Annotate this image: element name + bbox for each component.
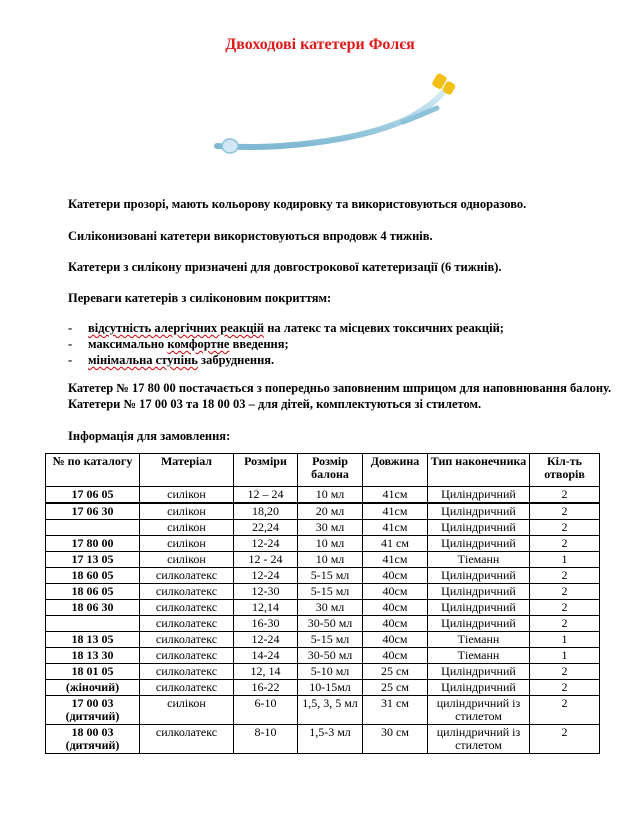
cell-material: силікон (140, 520, 234, 536)
table-row (46, 552, 600, 568)
cell-catalog (46, 616, 140, 632)
cell-holes: 1 (530, 552, 600, 568)
cell-material: силікон (140, 536, 234, 552)
cell-catalog: 17 00 03 (дитячий) (46, 696, 140, 725)
paragraph-transparent: Катетери прозорі, мають кольорову кодировку та використовуються одноразово. (68, 197, 527, 211)
paragraph-siliconized: Силіконизовані катетери використовуються впродовж 4 тижнів. (68, 229, 433, 243)
table-row (46, 696, 600, 725)
cell-length: 25 см (363, 664, 428, 680)
cell-catalog (46, 520, 140, 536)
cell-material: силколатекс (140, 680, 234, 696)
page-title: Двоходові катетери Фолєя (225, 36, 415, 53)
cell-holes: 2 (530, 616, 600, 632)
cell-balloon: 5-15 мл (298, 632, 363, 648)
header-catalog: № по каталогу (46, 454, 140, 487)
cell-tip-type: Циліндричний (428, 520, 530, 536)
cell-holes: 2 (530, 725, 600, 754)
paragraph-catheter-note: Катетер № 17 80 00 постачається з попередньо заповненим шприцом для наповнювання балону. Катетери № 17 00 03 та 18 00 03 – для дітей, комплектуються зі стилетом. (68, 381, 612, 411)
cell-tip-type: Циліндричний (428, 600, 530, 616)
cell-holes: 1 (530, 648, 600, 664)
table-row (46, 503, 600, 520)
cell-material: силікон (140, 696, 234, 725)
cell-material: силколатекс (140, 568, 234, 584)
list-item: - максимально комфортне введення; (68, 337, 289, 351)
cell-material: силікон (140, 487, 234, 504)
cell-holes: 2 (530, 600, 600, 616)
cell-holes: 2 (530, 520, 600, 536)
cell-tip-type: Циліндричний (428, 536, 530, 552)
table-row (46, 487, 600, 504)
cell-holes: 2 (530, 536, 600, 552)
list-item: - відсутність алергічних реакцій на латекс та місцевих токсичних реакцій; (68, 321, 504, 335)
cell-sizes: 8-10 (234, 725, 298, 754)
cell-length: 40см (363, 584, 428, 600)
header-tip-type: Тип наконечника (428, 454, 530, 487)
cell-catalog: 18 00 03 (дитячий) (46, 725, 140, 754)
cell-length: 41см (363, 503, 428, 520)
cell-tip-type: Тіеманн (428, 632, 530, 648)
table-row (46, 600, 600, 616)
cell-tip-type: Циліндричний (428, 680, 530, 696)
cell-material: силколатекс (140, 584, 234, 600)
header-length: Довжина (363, 454, 428, 487)
cell-catalog: 17 13 05 (46, 552, 140, 568)
advantages-list (68, 320, 628, 368)
cell-material: силколатекс (140, 600, 234, 616)
cell-sizes: 22,24 (234, 520, 298, 536)
cell-balloon: 10 мл (298, 487, 363, 504)
cell-length: 40см (363, 616, 428, 632)
header-sizes: Розміри (234, 454, 298, 487)
cell-material: силколатекс (140, 616, 234, 632)
cell-holes: 2 (530, 503, 600, 520)
cell-holes: 2 (530, 664, 600, 680)
cell-catalog: 18 01 05 (46, 664, 140, 680)
cell-catalog: 17 06 05 (46, 487, 140, 504)
cell-catalog: 18 06 05 (46, 584, 140, 600)
cell-sizes: 12,14 (234, 600, 298, 616)
cell-tip-type: Циліндричний (428, 584, 530, 600)
header-material: Матеріал (140, 454, 234, 487)
table-row (46, 616, 600, 632)
cell-sizes: 12-24 (234, 568, 298, 584)
list-item: - мінімальна ступінь забруднення. (68, 353, 275, 367)
table-row (46, 632, 600, 648)
cell-sizes: 16-30 (234, 616, 298, 632)
paragraph-advantages-heading: Переваги катетерів з силіконовим покриттям: (68, 291, 332, 305)
cell-length: 41см (363, 552, 428, 568)
cell-tip-type: Тіеманн (428, 552, 530, 568)
cell-length: 40см (363, 600, 428, 616)
cell-balloon: 5-15 мл (298, 568, 363, 584)
paragraph-order-info: Інформація для замовлення: (68, 429, 231, 443)
cell-tip-type: Циліндричний (428, 664, 530, 680)
table-row (46, 648, 600, 664)
cell-sizes: 18,20 (234, 503, 298, 520)
table-row (46, 664, 600, 680)
cell-balloon: 30-50 мл (298, 616, 363, 632)
cell-sizes: 12-24 (234, 632, 298, 648)
cell-catalog: 17 80 00 (46, 536, 140, 552)
header-balloon: Розмір балона (298, 454, 363, 487)
cell-balloon: 30 мл (298, 600, 363, 616)
cell-material: силколатекс (140, 725, 234, 754)
cell-sizes: 12, 14 (234, 664, 298, 680)
cell-sizes: 12-30 (234, 584, 298, 600)
cell-tip-type: циліндричний із стилетом (428, 696, 530, 725)
cell-balloon: 10-15мл (298, 680, 363, 696)
cell-catalog: 18 60 05 (46, 568, 140, 584)
cell-holes: 2 (530, 680, 600, 696)
cell-balloon: 1,5-3 мл (298, 725, 363, 754)
cell-tip-type: Циліндричний (428, 487, 530, 504)
cell-balloon: 20 мл (298, 503, 363, 520)
foley-catheter-image (205, 62, 465, 162)
cell-holes: 2 (530, 568, 600, 584)
order-table (45, 453, 600, 754)
cell-length: 41см (363, 520, 428, 536)
cell-tip-type: Циліндричний (428, 568, 530, 584)
cell-material: силікон (140, 552, 234, 568)
table-row (46, 536, 600, 552)
cell-catalog: 17 06 30 (46, 503, 140, 520)
cell-balloon: 10 мл (298, 536, 363, 552)
cell-balloon: 5-15 мл (298, 584, 363, 600)
cell-holes: 2 (530, 487, 600, 504)
cell-tip-type: Циліндричний (428, 616, 530, 632)
cell-holes: 1 (530, 632, 600, 648)
cell-balloon: 1,5, 3, 5 мл (298, 696, 363, 725)
header-holes: Кіл-ть отворів (530, 454, 600, 487)
table-row (46, 568, 600, 584)
cell-length: 41 см (363, 536, 428, 552)
cell-catalog: 18 13 05 (46, 632, 140, 648)
cell-material: силколатекс (140, 632, 234, 648)
cell-length: 31 см (363, 696, 428, 725)
cell-length: 40см (363, 632, 428, 648)
cell-length: 40см (363, 648, 428, 664)
cell-holes: 2 (530, 696, 600, 725)
cell-length: 40см (363, 568, 428, 584)
cell-balloon: 5-10 мл (298, 664, 363, 680)
cell-tip-type: Циліндричний (428, 503, 530, 520)
cell-catalog: 18 13 30 (46, 648, 140, 664)
cell-catalog: (жіночий) (46, 680, 140, 696)
cell-length: 30 см (363, 725, 428, 754)
table-row (46, 584, 600, 600)
cell-tip-type: Тіеманн (428, 648, 530, 664)
cell-catalog: 18 06 30 (46, 600, 140, 616)
cell-length: 41см (363, 487, 428, 504)
cell-balloon: 10 мл (298, 552, 363, 568)
cell-sizes: 12-24 (234, 536, 298, 552)
cell-balloon: 30-50 мл (298, 648, 363, 664)
cell-sizes: 14-24 (234, 648, 298, 664)
cell-sizes: 16-22 (234, 680, 298, 696)
table-row (46, 725, 600, 754)
cell-balloon: 30 мл (298, 520, 363, 536)
table-row (46, 520, 600, 536)
cell-material: силколатекс (140, 648, 234, 664)
cell-material: силікон (140, 503, 234, 520)
cell-sizes: 12 - 24 (234, 552, 298, 568)
table-row (46, 680, 600, 696)
cell-sizes: 12 – 24 (234, 487, 298, 504)
table-header-row (46, 454, 600, 487)
cell-tip-type: циліндричний із стилетом (428, 725, 530, 754)
cell-sizes: 6-10 (234, 696, 298, 725)
paragraph-silicone: Катетери з силікону призначені для довгострокової катетеризації (6 тижнів). (68, 260, 502, 274)
cell-material: силколатекс (140, 664, 234, 680)
cell-length: 25 см (363, 680, 428, 696)
cell-holes: 2 (530, 584, 600, 600)
table-body (46, 487, 600, 754)
